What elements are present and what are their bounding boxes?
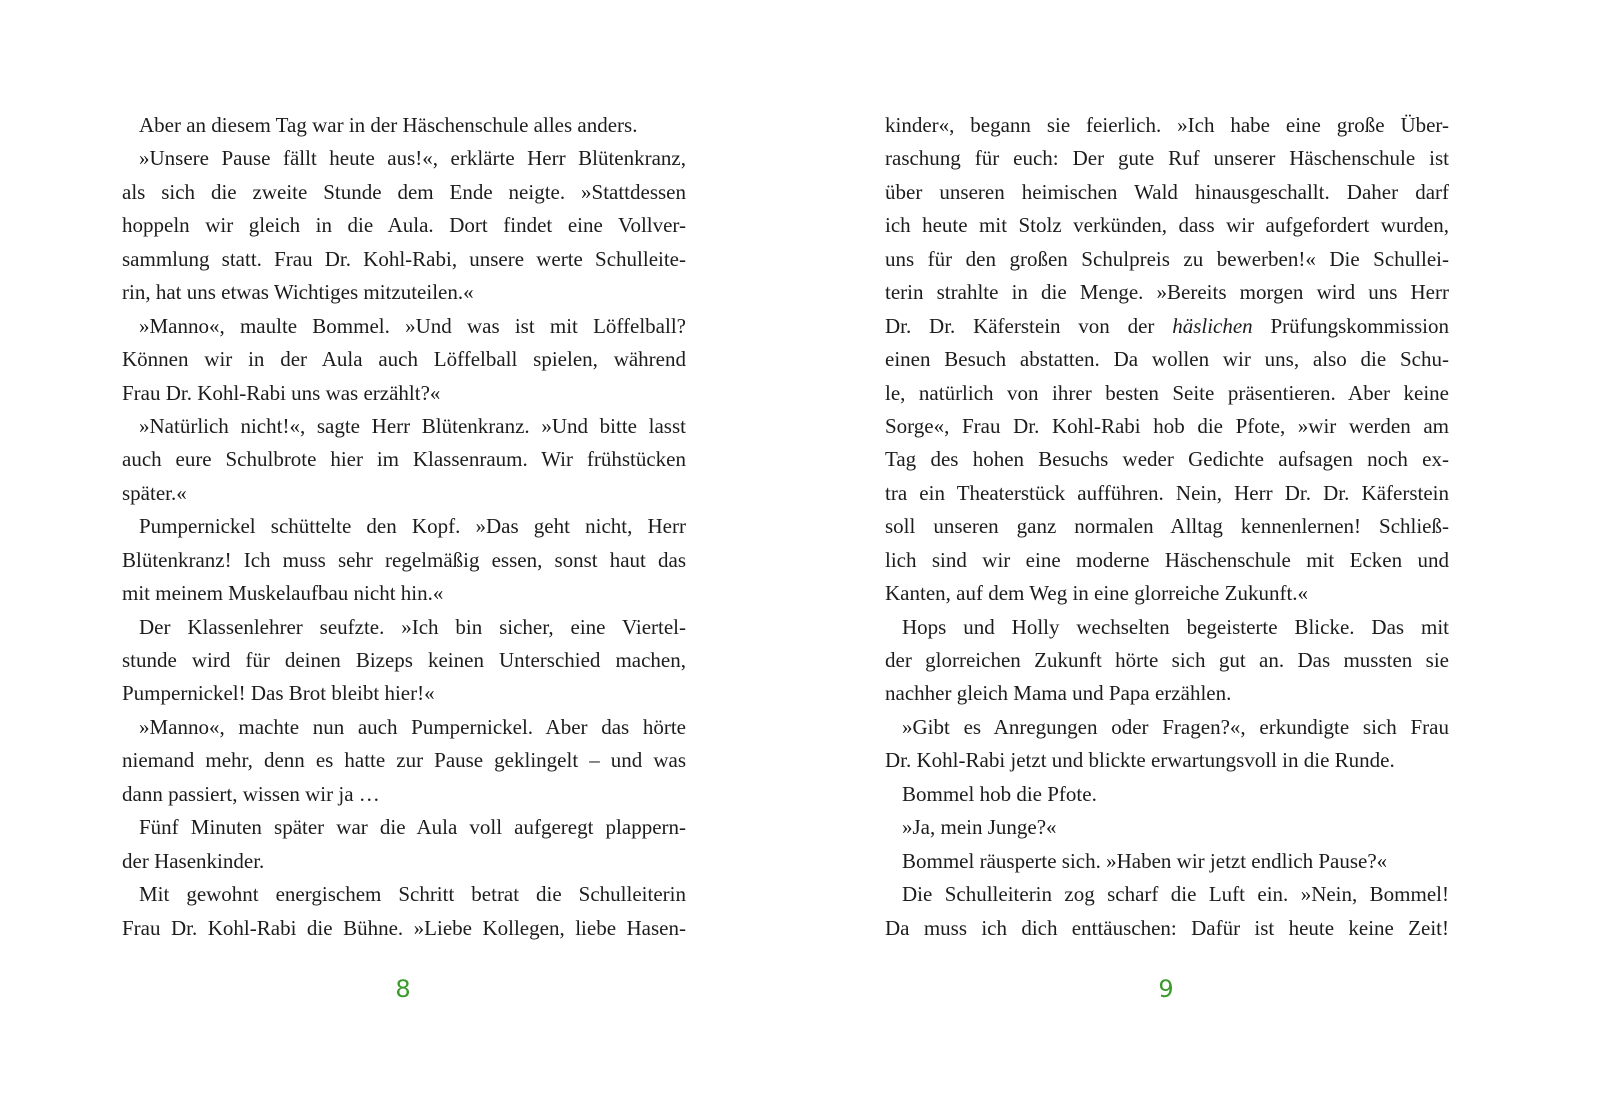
- text-line: »Manno«, maulte Bommel. »Und was ist mit Löffelball?: [139, 313, 686, 338]
- page-number-left: 8: [395, 975, 411, 1003]
- text-line: Bommel hob die Pfote.: [902, 781, 1097, 806]
- text-line: auch eure Schulbrote hier im Klassenraum. Wir frühstücken: [122, 447, 686, 472]
- text-line: niemand mehr, denn es hatte zur Pause geklingelt – und was: [122, 748, 686, 773]
- text-line: le, natürlich von ihrer besten Seite präsentieren. Aber keine: [885, 380, 1449, 405]
- text-line: terin strahlte in die Menge. »Bereits morgen wird uns Herr: [885, 280, 1449, 305]
- text-line: Mit gewohnt energischem Schritt betrat die Schulleiterin: [139, 882, 686, 907]
- text-line: rin, hat uns etwas Wichtiges mitzuteilen.«: [122, 280, 474, 305]
- text-line: »Natürlich nicht!«, sagte Herr Blütenkranz. »Und bitte lasst: [139, 413, 686, 438]
- emphasized-word: häslichen: [1172, 313, 1253, 338]
- text-line: Frau Dr. Kohl-Rabi die Bühne. »Liebe Kollegen, liebe Hasen-: [122, 915, 686, 940]
- text-line: tra ein Theaterstück aufführen. Nein, Herr Dr. Dr. Käferstein: [885, 480, 1449, 505]
- text-line: einen Besuch abstatten. Da wollen wir uns, also die Schu-: [885, 347, 1449, 372]
- text-line: Blütenkranz! Ich muss sehr regelmäßig essen, sonst haut das: [122, 547, 686, 572]
- text-line: später.«: [122, 480, 187, 505]
- page-number-right: 9: [1158, 975, 1174, 1003]
- text-line: »Gibt es Anregungen oder Fragen?«, erkundigte sich Frau: [902, 714, 1449, 739]
- text-line: stunde wird für deinen Bizeps keinen Unterschied machen,: [122, 648, 686, 672]
- text-line: Frau Dr. Kohl-Rabi uns was erzählt?«: [122, 380, 441, 405]
- text-line: Dr. Kohl-Rabi jetzt und blickte erwartungsvoll in die Runde.: [885, 748, 1395, 773]
- text-segment: Dr. Dr. Käferstein von der: [885, 313, 1173, 338]
- text-line: Pumpernickel! Das Brot bleibt hier!«: [122, 681, 435, 706]
- text-line: Pumpernickel schüttelte den Kopf. »Das geht nicht, Herr: [139, 514, 686, 539]
- text-line: raschung für euch: Der gute Ruf unserer Häschenschule ist: [885, 146, 1449, 171]
- text-line: »Unsere Pause fällt heute aus!«, erklärte Herr Blütenkranz,: [139, 146, 686, 171]
- text-line: »Manno«, machte nun auch Pumpernickel. Aber das hörte: [139, 714, 686, 739]
- text-line: Die Schulleiterin zog scharf die Luft ein. »Nein, Bommel!: [902, 882, 1449, 907]
- right-page: [800, 0, 1600, 1111]
- text-line: ich heute mit Stolz verkünden, dass wir aufgefordert wurden,: [885, 213, 1449, 238]
- text-line: Bommel räusperte sich. »Haben wir jetzt endlich Pause?«: [902, 848, 1388, 873]
- text-line: sammlung statt. Frau Dr. Kohl-Rabi, unsere werte Schulleite-: [122, 246, 686, 271]
- text-line: der glorreichen Zukunft hörte sich gut an. Das mussten sie: [885, 648, 1449, 672]
- text-line: Da muss ich dich enttäuschen: Dafür ist heute keine Zeit!: [885, 915, 1449, 940]
- text-line: als sich die zweite Stunde dem Ende neigte. »Stattdessen: [122, 179, 686, 204]
- text-line: Fünf Minuten später war die Aula voll aufgeregt plappern-: [139, 815, 686, 840]
- text-line: lich sind wir eine moderne Häschenschule mit Ecken und: [885, 547, 1449, 572]
- right-page-body-text: [885, 109, 1449, 945]
- text-line: mit meinem Muskelaufbau nicht hin.«: [122, 581, 444, 606]
- text-line: soll unseren ganz normalen Alltag kennenlernen! Schließ-: [885, 514, 1449, 539]
- text-line: über unseren heimischen Wald hinausgeschallt. Daher darf: [885, 179, 1449, 204]
- text-line: »Ja, mein Junge?«: [902, 815, 1057, 840]
- text-line: Hops und Holly wechselten begeisterte Blicke. Das mit: [902, 614, 1449, 639]
- left-page-body-text: [122, 109, 686, 945]
- text-line: nachher gleich Mama und Papa erzählen.: [885, 681, 1232, 706]
- text-line: Können wir in der Aula auch Löffelball spielen, während: [122, 347, 686, 372]
- text-line: [885, 310, 1449, 343]
- text-line: Sorge«, Frau Dr. Kohl-Rabi hob die Pfote, »wir werden am: [885, 413, 1449, 438]
- text-line: hoppeln wir gleich in die Aula. Dort findet eine Vollver-: [122, 213, 686, 238]
- text-line: Aber an diesem Tag war in der Häschenschule alles anders.: [139, 113, 638, 137]
- text-line: Der Klassenlehrer seufzte. »Ich bin sicher, eine Viertel-: [139, 614, 686, 639]
- text-line: dann passiert, wissen wir ja …: [122, 781, 380, 806]
- text-line: Kanten, auf dem Weg in eine glorreiche Zukunft.«: [885, 581, 1309, 606]
- text-line: Tag des hohen Besuchs weder Gedichte aufsagen noch ex-: [885, 447, 1449, 472]
- text-segment: Prüfungskommission: [1252, 313, 1449, 338]
- text-line: uns für den großen Schulpreis zu bewerben!« Die Schullei-: [885, 246, 1449, 271]
- text-line: kinder«, begann sie feierlich. »Ich habe eine große Über-: [885, 113, 1449, 137]
- text-line: der Hasenkinder.: [122, 848, 265, 873]
